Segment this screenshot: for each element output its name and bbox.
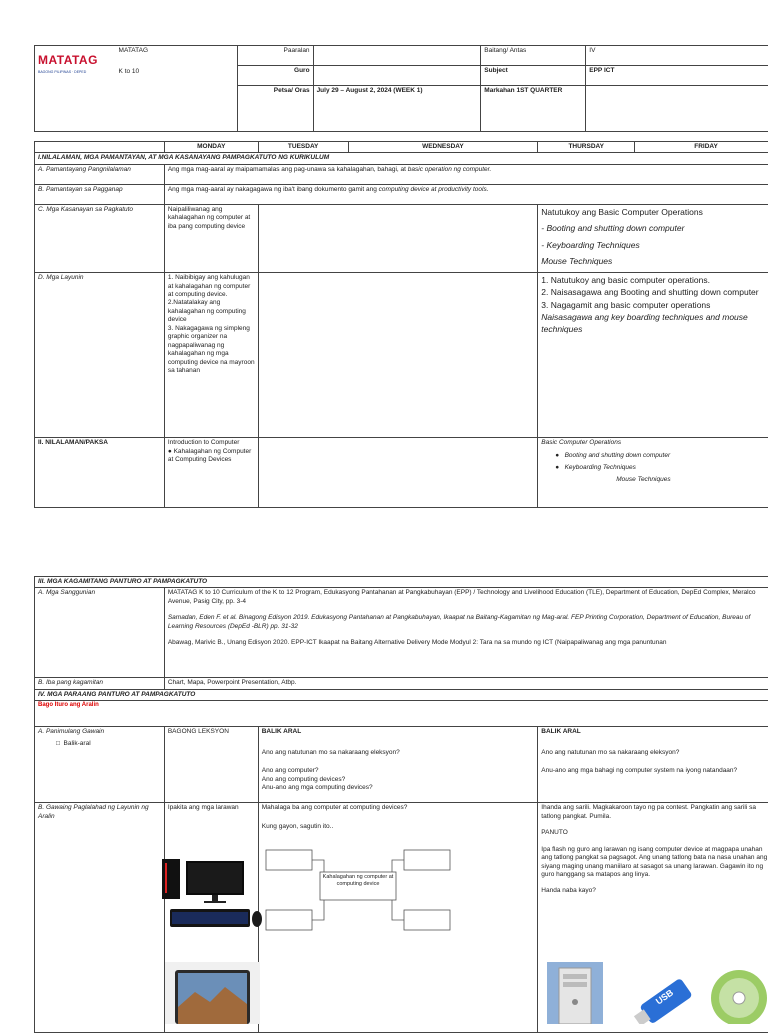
nilalaman-monday: Introduction to Computer ● Kahalagahan ng Computer at Computing Devices	[164, 438, 258, 508]
matatag-logo: MATATAG BAGONG PILIPINAS · DEPED	[38, 53, 113, 74]
panimula-tuesday: BALIK ARAL Ano ang natutunan mo sa nakaraang eleksyon? Ano ang computer? Ano ang computing devices? Anu-ano ang mga computing devices?	[258, 727, 538, 803]
day-monday: MONDAY	[164, 142, 258, 153]
kasanayan-thursday: Natutukoy ang Basic Computer Operations - Booting and shutting down computer - Keyboarding Techniques Mouse Techniques	[538, 204, 768, 272]
paaralan-label: Paaralan	[237, 46, 313, 66]
matatag-label: MATATAG	[119, 47, 234, 55]
paglalahad-monday: Ipakita ang mga larawan	[164, 803, 258, 1033]
panimula-label: A. Panimulang Gawain □ Balik-aral	[35, 727, 165, 803]
paglalahad-tuesday: Mahalaga ba ang computer at computing devices? Kung gayon, sagutin ito..	[258, 803, 538, 1033]
petsa-value: July 29 – August 2, 2024 (WEEK 1)	[313, 86, 481, 132]
nilalaman-empty	[258, 438, 538, 508]
day-tuesday: TUESDAY	[258, 142, 348, 153]
topic-item: ● Keyboarding Techniques	[555, 464, 768, 472]
diagram-center-label: Kahalagahan ng computer at computing device	[322, 874, 394, 887]
panimula-monday: BAGONG LEKSYON	[164, 727, 258, 803]
iba-kagamitan-label: B. Iba pang kagamitan	[35, 678, 165, 689]
lesson-plan-table	[34, 141, 768, 508]
paglalahad-thursday: Ihanda ang sarili. Magkakaroon tayo ng pa contest. Pangkatin ang sarili sa tatlong pangkat. Pumila. PANUTO Ipa flash ng guro ang larawan ng isang computer device at magpapa unahan ang tatlong pangkat sa pagsagot. Ang unang tatlong bata na nasa unahan ang siyang maging unang maniilaro at sasagot sa unang larawan. Gagawin ito ng guro hanggang sa matapos ang linya. Handa naba kayo?	[538, 803, 768, 1033]
subject-label: Subject	[481, 66, 586, 86]
topic-item: ● Booting and shutting down computer	[555, 452, 768, 460]
nilalaman-label: II. NILALAMAN/PAKSA	[35, 438, 165, 508]
guro-label: Guro	[237, 66, 313, 86]
sanggunian-text: MATATAG K to 10 Curriculum of the K to 12 Program, Edukasyong Pantahanan at Pangkabuhayan (EPP) / Technology and Livelihood Education (TLE), Department of Education, DepEd Complex, Meralco Avenue, Pasig City, pp. 3-4 Samadan, Eden F. et al. Binagong Edisyon 2019. Edukasyong Pantahanan at Pangkabuhayan, Ikaapat na Baitang-Kagamitan ng Mag-aral. FEP Printing Corporation, Department of Education, Bureau of Learning Resources (DepEd -BLR) pp. 31-32 Abawag, Marivic B., Unang Edisyon 2020. EPP-ICT Ikaapat na Baitang Alternative Delivery Mode Modyul 2: Tara na sa mundo ng ICT (Naipapaliwanag ang mga panuntunan	[164, 588, 768, 678]
baitang-label: Baitang/ Antas	[481, 46, 586, 66]
iba-kagamitan-text: Chart, Mapa, Powerpoint Presentation, Atbp.	[164, 678, 768, 689]
days-row	[35, 142, 768, 153]
paaralan-value	[313, 46, 481, 66]
desktop-computer-image	[160, 857, 266, 937]
section4-subtitle: Bago Ituro ang Aralin	[35, 701, 768, 727]
section4-title: IV. MGA PARAANG PANTURO AT PAMPAGKATUTO	[35, 689, 768, 700]
layunin-thursday: 1. Natutukoy ang basic computer operations. 2. Naisasagawa ang Booting and shutting down computer 3. Nagagamit ang basic computer operations Naisasagawa ang key boarding techniques and mouse techniques	[538, 273, 768, 438]
header-table	[34, 45, 768, 132]
system-unit-image	[547, 962, 603, 1024]
pamantayang-label: A. Pamantayang Pangnilalaman	[35, 164, 165, 184]
cd-disc-image	[705, 962, 768, 1024]
subject-value: EPP ICT	[586, 66, 768, 86]
markahan-value: Markahan 1ST QUARTER	[481, 86, 586, 132]
layunin-empty	[258, 273, 538, 438]
section3-title: III. MGA KAGAMITANG PANTURO AT PAMPAGKATUTO	[35, 577, 768, 588]
day-thursday: THURSDAY	[538, 142, 635, 153]
kasanayan-empty	[258, 204, 538, 272]
day-friday: FRIDAY	[635, 142, 768, 153]
kasanayan-monday: Naipaliliwanag ang kahalagahan ng computer at iba pang computing device	[164, 204, 258, 272]
section1-title: I.NILALAMAN, MGA PAMANTAYAN, AT MGA KASANAYANG PAMPAGKATUTO NG KURIKULUM	[35, 153, 768, 164]
guro-value	[313, 66, 481, 86]
pagganap-label: B. Pamantayan sa Pagganap	[35, 184, 165, 204]
k-to-10-label: K to 10	[119, 68, 234, 76]
sanggunian-label: A. Mga Sanggunian	[35, 588, 165, 678]
usb-label: USB	[654, 987, 675, 1006]
day-wednesday: WEDNESDAY	[348, 142, 538, 153]
layunin-monday: 1. Naibibigay ang kahulugan at kahalagahan ng computer at computing device. 2.Natatalakay ang kahalagahan ng computing device 3. Nakagagawa ng simpleng graphic organizer na nagpapaliwanag ng kahalagahan ng mga computing device na mayroon sa tahanan	[164, 273, 258, 438]
usb-drive-image	[627, 962, 699, 1024]
logo-cell	[35, 46, 116, 132]
markahan-extra	[586, 86, 768, 132]
pamantayang-text: Ang mga mag-aaral ay maipamamalas ang pag-unawa sa kahalagahan, bahagi, at basic operation ng computer.	[164, 164, 768, 184]
paglalahad-label: B. Gawaing Paglalahad ng Layunin ng Aralin	[35, 803, 165, 1033]
nilalaman-thursday: Basic Computer Operations ● Booting and shutting down computer ● Keyboarding Techniques Mouse Techniques	[538, 438, 768, 508]
layunin-label: D. Mga Layunin	[35, 273, 165, 438]
kasanayan-label: C. Mga Kasanayan sa Pagkatuto	[35, 204, 165, 272]
laptop-image	[165, 962, 260, 1024]
baitang-value: IV	[586, 46, 768, 66]
balik-aral-sub: □ Balik-aral	[56, 740, 161, 748]
panimula-thursday: BALIK ARAL Ano ang natutunan mo sa nakaraang eleksyon? Anu-ano ang mga bahagi ng computer system na iyong natandaan?	[538, 727, 768, 803]
curriculum-cell	[116, 46, 238, 132]
graphic-organizer-diagram	[264, 848, 454, 936]
pagganap-text: Ang mga mag-aaral ay nakagagawa ng iba't ibang dokumento gamit ang computing device at productivity tools.	[164, 184, 768, 204]
petsa-label: Petsa/ Oras	[237, 86, 313, 132]
